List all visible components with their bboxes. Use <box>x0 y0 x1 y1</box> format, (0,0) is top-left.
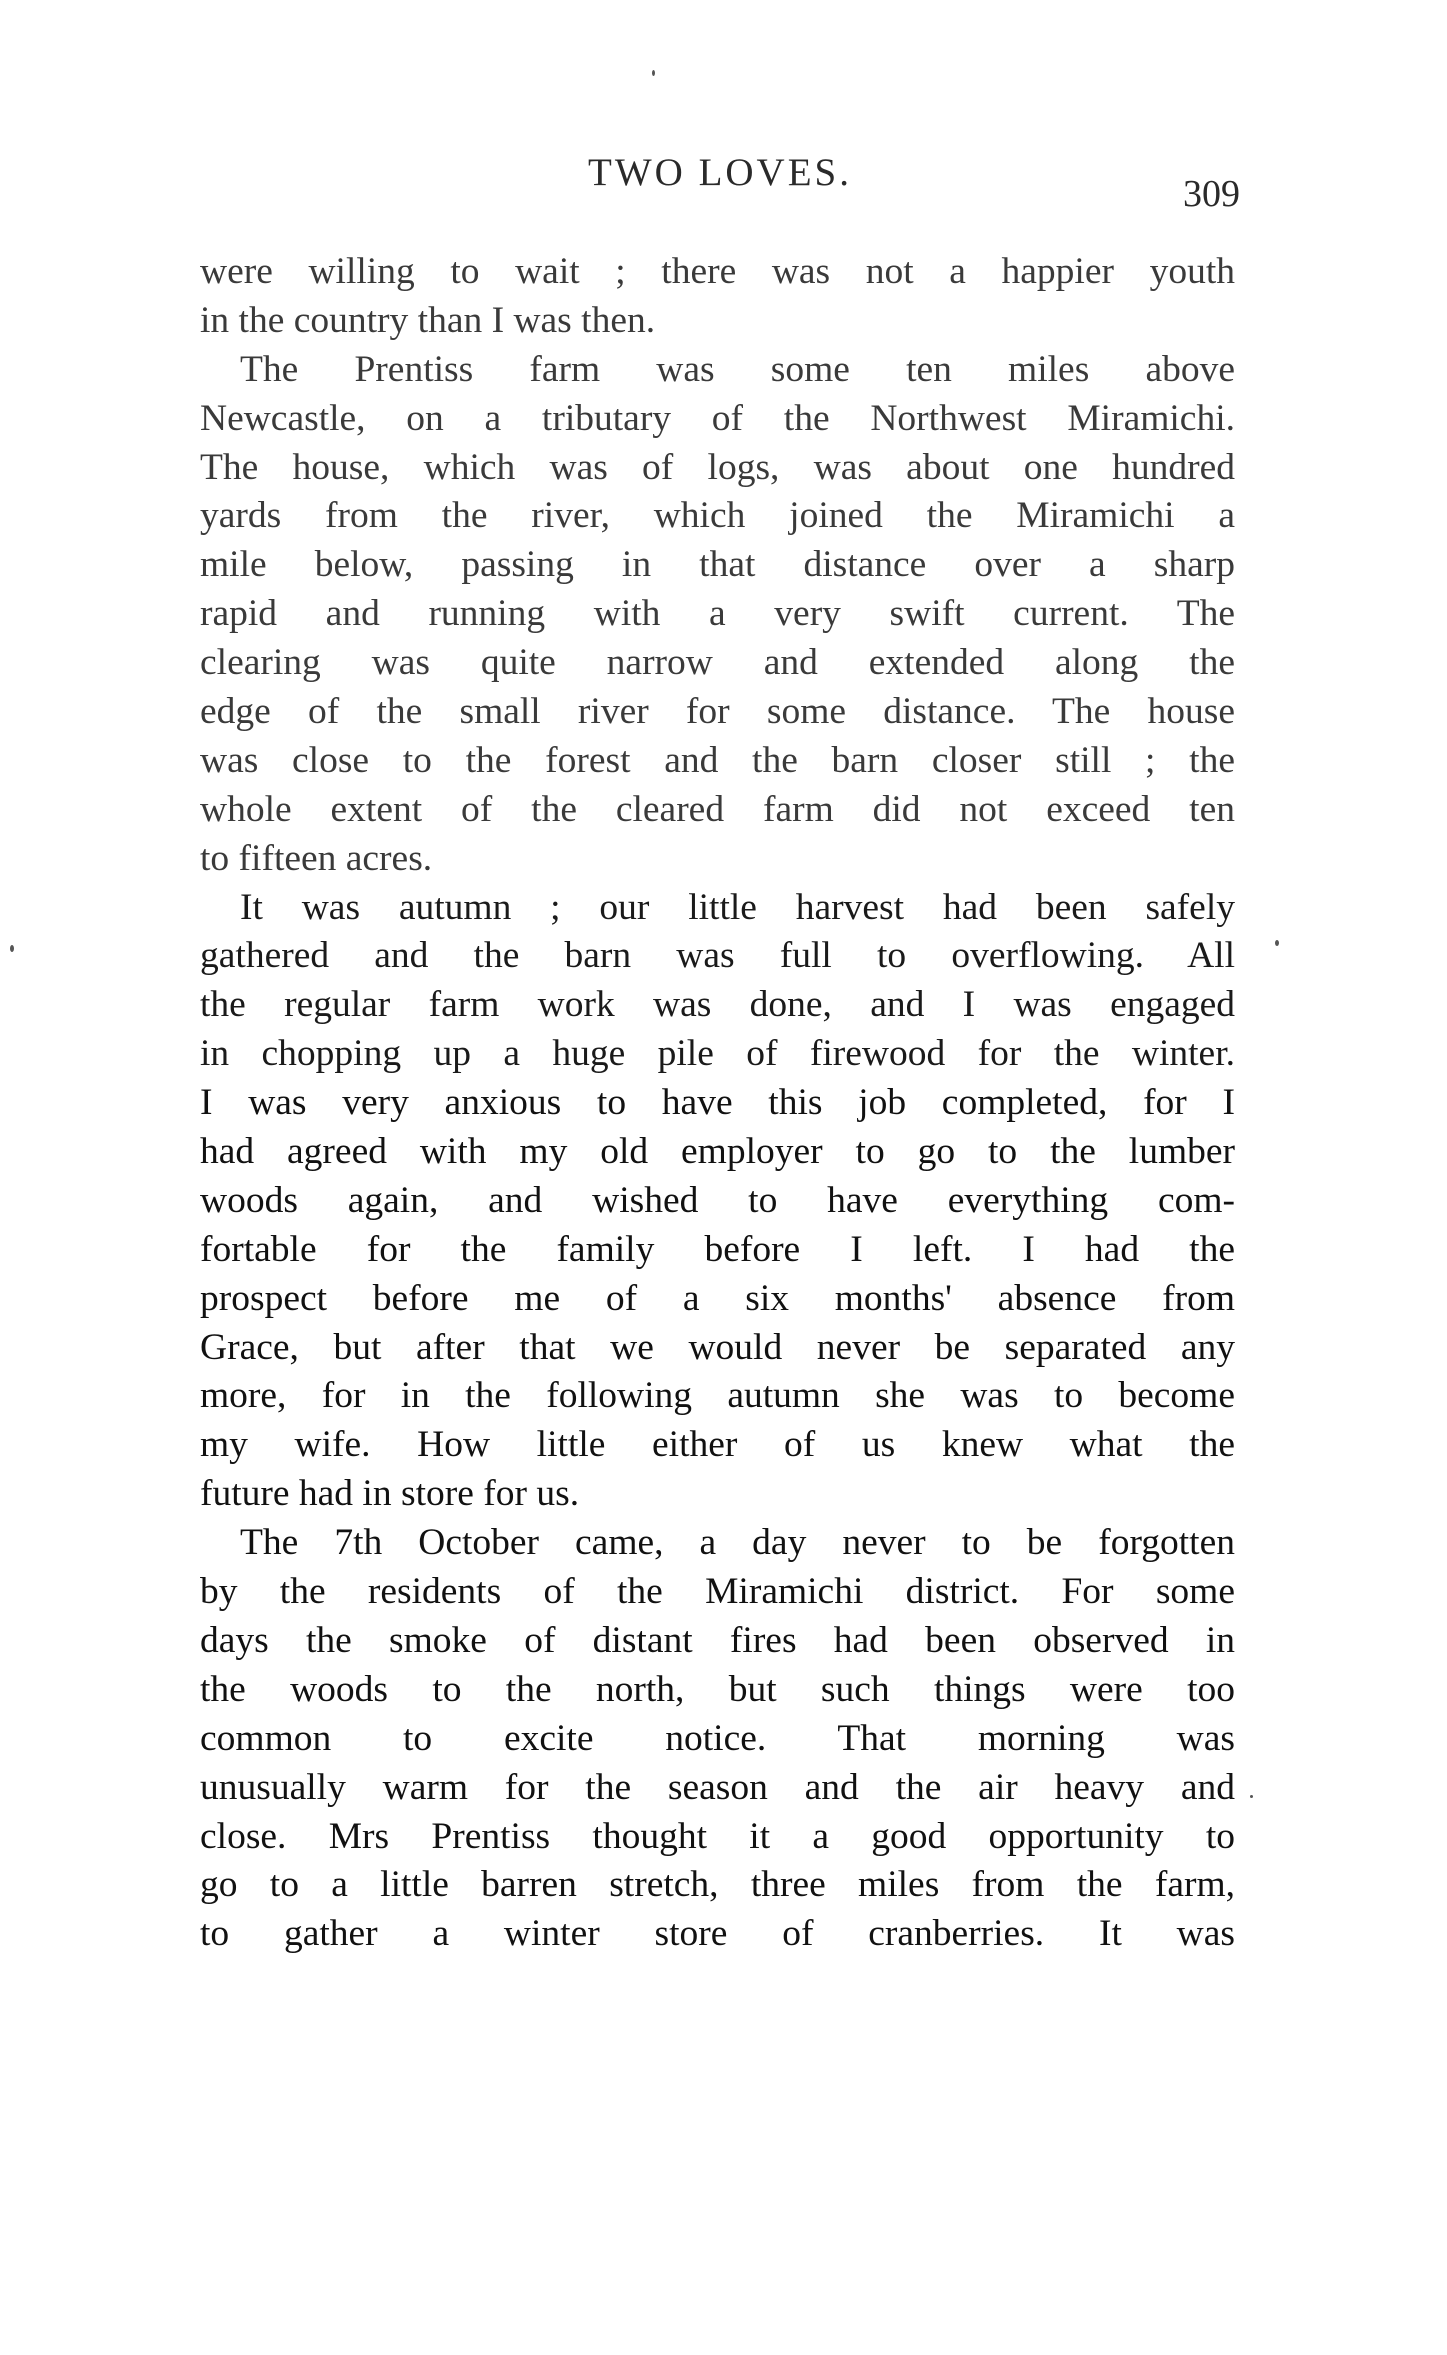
text-line: go to a little barren stretch, three miles from the farm, <box>200 1864 1235 1906</box>
text-line: had agreed with my old employer to go to the lumber <box>200 1131 1235 1173</box>
text-line: rapid and running with a very swift current. The <box>200 593 1235 635</box>
page-number: 309 <box>1183 173 1240 215</box>
text-line: unusually warm for the season and the air heavy and <box>200 1766 1235 1808</box>
text-line: the regular farm work was done, and I was engaged <box>200 984 1235 1026</box>
text-line: prospect before me of a six months' absence from <box>200 1277 1235 1319</box>
paragraph-4 <box>200 1519 1235 1959</box>
body-text <box>200 248 1235 1959</box>
text-line: to gather a winter store of cranberries. It was <box>200 1913 1235 1955</box>
text-line: woods again, and wished to have everything com- <box>200 1179 1235 1221</box>
text-line: close. Mrs Prentiss thought it a good opportunity to <box>200 1815 1235 1857</box>
text-line: more, for in the following autumn she was to become <box>200 1375 1235 1417</box>
text-line: to fifteen acres. <box>200 837 433 879</box>
text-line: my wife. How little either of us knew what the <box>200 1424 1235 1466</box>
text-line: I was very anxious to have this job completed, for I <box>200 1082 1235 1124</box>
scan-speck <box>10 945 14 952</box>
text-line: yards from the river, which joined the Miramichi a <box>200 495 1235 537</box>
text-line: by the residents of the Miramichi district. For some <box>200 1571 1235 1613</box>
text-line: Grace, but after that we would never be separated any <box>200 1326 1235 1368</box>
text-line: in the country than I was then. <box>200 299 656 341</box>
scan-speck <box>652 70 655 76</box>
text-line: edge of the small river for some distance. The house <box>200 691 1235 733</box>
text-line: fortable for the family before I left. I had the <box>200 1228 1235 1270</box>
text-line: were willing to wait ; there was not a happier youth <box>200 251 1235 292</box>
scan-speck <box>1250 1795 1253 1798</box>
text-line: The house, which was of logs, was about one hundred <box>200 446 1235 488</box>
text-line: in chopping up a huge pile of firewood for the winter. <box>200 1033 1235 1075</box>
text-line: The Prentiss farm was some ten miles above <box>240 348 1235 390</box>
scan-speck <box>1275 940 1279 946</box>
text-line: clearing was quite narrow and extended along the <box>200 642 1235 684</box>
paragraph-2 <box>200 346 1235 884</box>
text-line: was close to the forest and the barn closer still ; the <box>200 739 1235 781</box>
paragraph-1 <box>200 248 1235 346</box>
text-line: mile below, passing in that distance over a sharp <box>200 544 1235 586</box>
text-line: the woods to the north, but such things were too <box>200 1668 1235 1710</box>
text-line: days the smoke of distant fires had been observed in <box>200 1619 1235 1661</box>
text-line: gathered and the barn was full to overflowing. All <box>200 935 1235 977</box>
text-line: future had in store for us. <box>200 1473 580 1515</box>
text-line: whole extent of the cleared farm did not exceed ten <box>200 788 1235 830</box>
running-title: TWO LOVES. <box>588 151 852 194</box>
text-line: common to excite notice. That morning was <box>200 1717 1235 1759</box>
text-line: The 7th October came, a day never to be forgotten <box>240 1522 1235 1564</box>
text-line: Newcastle, on a tributary of the Northwest Miramichi. <box>200 397 1235 439</box>
paragraph-3 <box>200 884 1235 1520</box>
running-header <box>200 150 1240 215</box>
text-line: It was autumn ; our little harvest had been safely <box>240 886 1235 928</box>
